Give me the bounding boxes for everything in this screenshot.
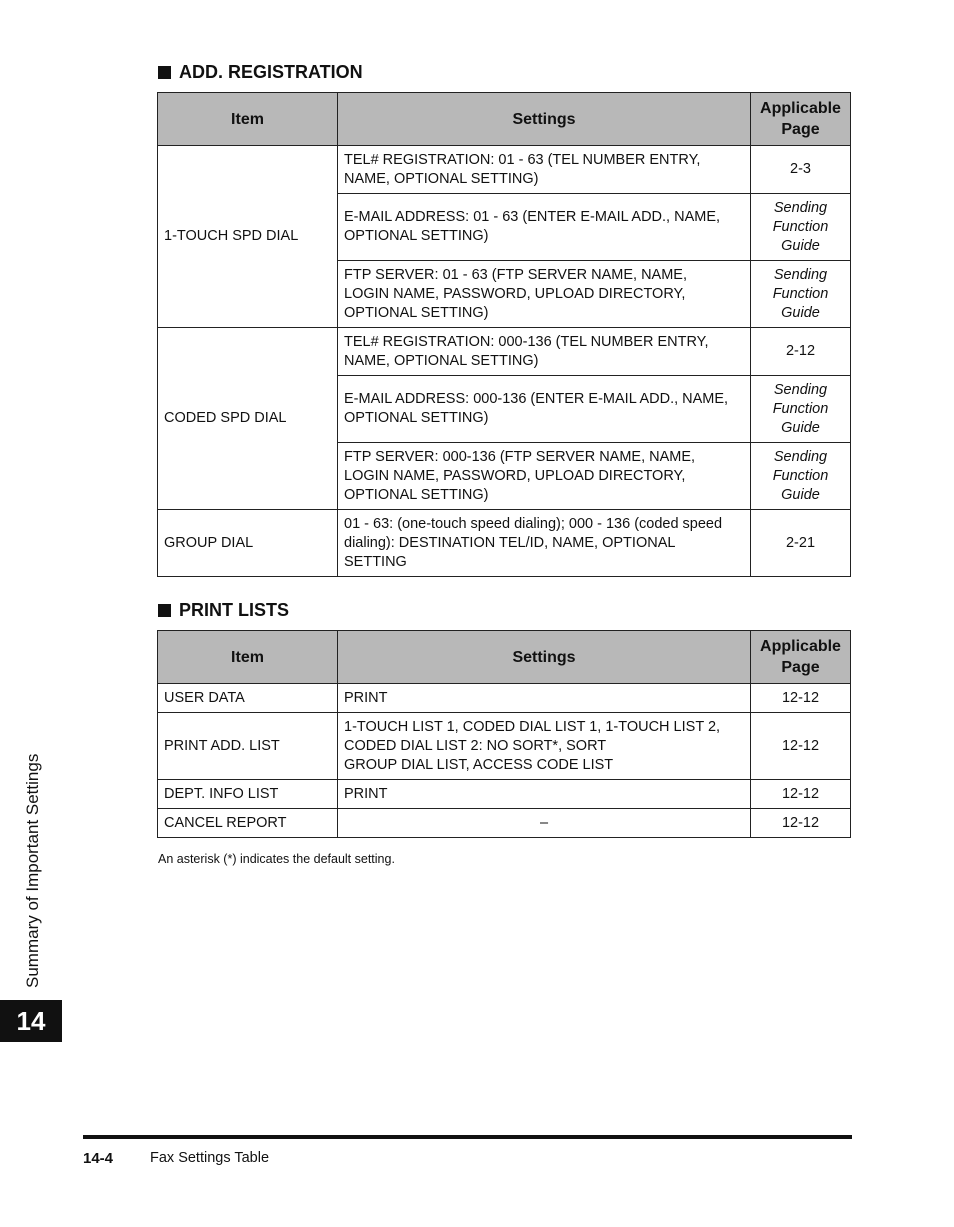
page-line: 12-12 <box>781 814 820 831</box>
page-line: 12-12 <box>781 785 820 802</box>
page-line: 12-12 <box>781 689 820 706</box>
square-bullet-icon <box>158 66 171 79</box>
item-cell: 1-TOUCH SPD DIAL <box>158 146 338 328</box>
settings-line: – <box>539 814 549 831</box>
table-header-row <box>158 631 851 684</box>
table-row <box>158 328 851 376</box>
page-line: Function <box>772 285 829 302</box>
chapter-tab <box>0 1000 62 1042</box>
settings-line: FTP SERVER: 01 - 63 (FTP SERVER NAME, NAME, <box>344 266 687 283</box>
settings-line: PRINT <box>344 689 388 706</box>
page-cell <box>751 261 851 328</box>
chapter-number: 14 <box>16 1005 46 1036</box>
sidebar-chapter-label: Summary of Important Settings <box>23 753 42 988</box>
print-lists-table <box>157 630 851 838</box>
settings-line: SETTING <box>344 553 407 570</box>
table-row <box>158 713 851 780</box>
settings-cell <box>338 376 751 443</box>
header-settings: Settings <box>338 93 751 146</box>
settings-line: OPTIONAL SETTING) <box>344 486 489 503</box>
page-cell <box>751 713 851 780</box>
settings-line: TEL# REGISTRATION: 01 - 63 (TEL NUMBER ENTRY, <box>344 151 701 168</box>
settings-cell <box>338 261 751 328</box>
table-row <box>158 684 851 713</box>
settings-cell <box>338 328 751 376</box>
settings-line: E-MAIL ADDRESS: 000-136 (ENTER E-MAIL ADD., NAME, <box>344 391 729 407</box>
section-title-text: ADD. REGISTRATION <box>179 62 363 82</box>
page-line: Guide <box>781 237 820 254</box>
settings-cell <box>338 443 751 510</box>
item-cell: CANCEL REPORT <box>158 809 338 838</box>
footer-divider <box>83 1135 852 1139</box>
settings-line: TEL# REGISTRATION: 000-136 (TEL NUMBER ENTRY, <box>344 333 709 350</box>
page-line: 12-12 <box>781 737 820 754</box>
header-settings: Settings <box>338 631 751 684</box>
table-row <box>158 809 851 838</box>
settings-line: CODED DIAL LIST 2: NO SORT*, SORT <box>344 737 607 754</box>
page-cell <box>751 328 851 376</box>
settings-cell <box>338 510 751 577</box>
header-applicable-page: Applicable Page <box>751 631 851 684</box>
add-registration-table <box>157 92 851 577</box>
square-bullet-icon <box>158 604 171 617</box>
settings-line: dialing): DESTINATION TEL/ID, NAME, OPTIONAL <box>344 534 676 551</box>
settings-line: LOGIN NAME, PASSWORD, UPLOAD DIRECTORY, <box>344 467 686 484</box>
settings-line: NAME, OPTIONAL SETTING) <box>344 170 539 187</box>
header-item: Item <box>158 93 338 146</box>
settings-cell <box>338 684 751 713</box>
page-line: Function <box>772 400 829 417</box>
page-line: Sending <box>773 448 828 465</box>
header-applicable-page: Applicable Page <box>751 93 851 146</box>
page-cell <box>751 443 851 510</box>
settings-line: PRINT <box>344 785 388 802</box>
footer-title: Fax Settings Table <box>150 1150 270 1166</box>
settings-cell <box>338 146 751 194</box>
section-title-add-registration <box>158 62 363 83</box>
page-line: Guide <box>781 304 820 321</box>
header-item: Item <box>158 631 338 684</box>
page-line: 2-12 <box>785 343 816 359</box>
settings-line: LOGIN NAME, PASSWORD, UPLOAD DIRECTORY, <box>344 285 686 302</box>
table-row <box>158 510 851 577</box>
page-cell <box>751 194 851 261</box>
settings-line: GROUP DIAL LIST, ACCESS CODE LIST <box>344 756 614 773</box>
page-number: 14-4 <box>83 1150 114 1167</box>
settings-line: 1-TOUCH LIST 1, CODED DIAL LIST 1, 1-TOUCH LIST 2, <box>344 718 721 735</box>
page-cell <box>751 146 851 194</box>
page-cell <box>751 510 851 577</box>
section-title-print-lists <box>158 600 289 621</box>
settings-line: 01 - 63: (one-touch speed dialing); 000 - 136 (coded speed <box>344 515 723 532</box>
item-cell: PRINT ADD. LIST <box>158 713 338 780</box>
settings-line: FTP SERVER: 000-136 (FTP SERVER NAME, NAME, <box>344 448 696 465</box>
settings-line: OPTIONAL SETTING) <box>344 410 489 426</box>
item-cell: CODED SPD DIAL <box>158 328 338 510</box>
settings-cell <box>338 713 751 780</box>
table-row <box>158 780 851 809</box>
section-title-text: PRINT LISTS <box>179 600 290 620</box>
settings-cell <box>338 194 751 261</box>
footnote: An asterisk (*) indicates the default setting. <box>158 852 395 866</box>
page-line: Function <box>772 467 829 484</box>
settings-cell <box>338 780 751 809</box>
page-cell <box>751 684 851 713</box>
page-line: 2-3 <box>790 161 811 177</box>
page-cell <box>751 780 851 809</box>
page-line: 2-21 <box>785 534 816 551</box>
page-cell <box>751 376 851 443</box>
settings-line: OPTIONAL SETTING) <box>344 228 489 244</box>
settings-line: E-MAIL ADDRESS: 01 - 63 (ENTER E-MAIL ADD., NAME, <box>344 209 721 225</box>
page-line: Guide <box>781 486 820 503</box>
item-cell: GROUP DIAL <box>158 510 338 577</box>
page-line: Function <box>772 218 829 235</box>
page-line: Sending <box>773 199 828 216</box>
settings-line: OPTIONAL SETTING) <box>344 304 489 321</box>
item-cell: USER DATA <box>158 684 338 713</box>
page-line: Sending <box>773 266 828 283</box>
settings-line: NAME, OPTIONAL SETTING) <box>344 352 539 369</box>
item-cell: DEPT. INFO LIST <box>158 780 338 809</box>
table-row <box>158 146 851 194</box>
settings-cell <box>338 809 751 838</box>
page-cell <box>751 809 851 838</box>
table-header-row <box>158 93 851 146</box>
page-line: Sending <box>773 381 828 398</box>
page-line: Guide <box>781 419 820 436</box>
